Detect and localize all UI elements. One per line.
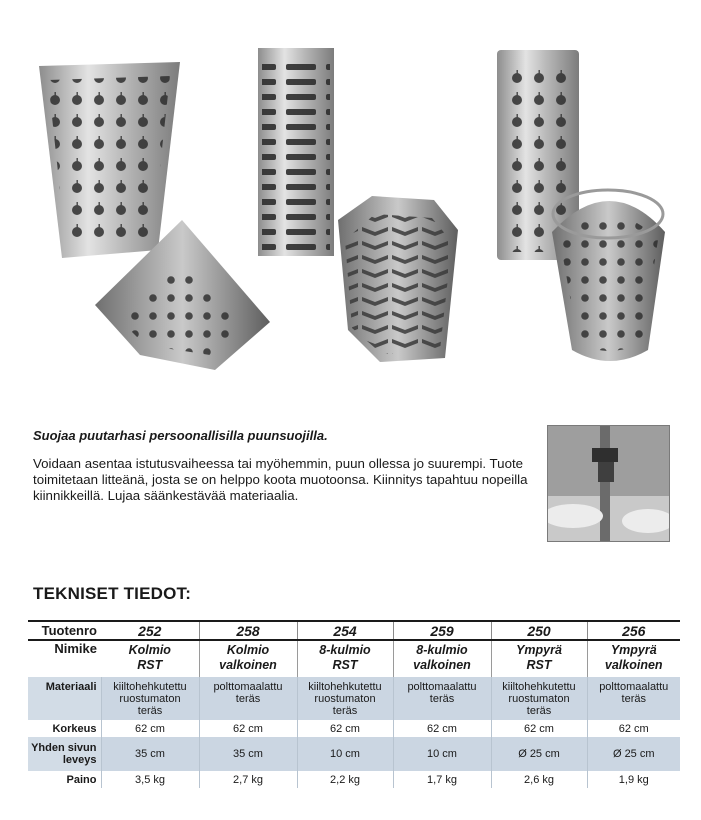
label-leveys: Yhden sivun leveys [28,737,101,771]
row-korkeus [28,720,680,737]
cell-nro: 252 [101,621,199,640]
octagon-guard-tall-pattern [262,60,330,250]
cell-korkeus: 62 cm [587,720,680,737]
triangle-guard-tall-pattern [48,76,170,246]
cell-nimike: 8-kulmio RST [297,640,393,677]
cell-nimike: Kolmio valkoinen [199,640,297,677]
intro-lead: Suojaa puutarhasi persoonallisilla puunsuojilla. [33,428,328,443]
cell-nro: 259 [393,621,491,640]
cell-paino: 2,2 kg [297,771,393,788]
cell-korkeus: 62 cm [199,720,297,737]
cell-leveys: 35 cm [101,737,199,771]
cell-materiaali: polttomaalattu teräs [587,677,680,720]
product-photo [0,0,701,400]
cell-leveys: 10 cm [297,737,393,771]
cell-materiaali: polttomaalattu teräs [199,677,297,720]
intro-body: Voidaan asentaa istutusvaiheessa tai myöhemmin, puun ollessa jo suurempi. Tuote toimitetaan litteänä, josta se on helppo koota muotoonsa. Kiinnitys tapahtuu nopeilla kiinnikkeillä. Lujaa säänkestävää materiaalia. [33,456,528,503]
cell-paino: 1,9 kg [587,771,680,788]
clip-detail-photo [547,425,670,542]
cell-paino: 3,5 kg [101,771,199,788]
cell-nro: 254 [297,621,393,640]
cell-leveys: Ø 25 cm [587,737,680,771]
label-tuotenro: Tuotenro [28,621,101,640]
intro-text [33,428,528,504]
label-paino: Paino [66,773,97,786]
cell-leveys: 10 cm [393,737,491,771]
row-nimike [28,640,680,677]
tech-title: TEKNISET TIEDOT: [33,584,192,603]
row-materiaali [28,677,680,720]
cell-leveys: 35 cm [199,737,297,771]
cell-nro: 250 [491,621,587,640]
label-materiaali: Materiaali [28,677,101,720]
row-paino [28,771,680,788]
cell-paino: 2,7 kg [199,771,297,788]
cell-paino: 1,7 kg [393,771,491,788]
cell-nimike: Kolmio RST [101,640,199,677]
label-nimike: Nimike [28,640,101,677]
cell-nimike: Ympyrä RST [491,640,587,677]
cell-nimike: 8-kulmio valkoinen [393,640,491,677]
cell-korkeus: 62 cm [101,720,199,737]
spec-table [28,620,680,788]
cell-nro: 256 [587,621,680,640]
row-leveys [28,737,680,771]
cell-korkeus: 62 cm [491,720,587,737]
cell-leveys: Ø 25 cm [491,737,587,771]
cell-korkeus: 62 cm [393,720,491,737]
cell-materiaali: kiiltohehkutettu ruostumaton teräs [101,677,199,720]
cell-materiaali: kiiltohehkutettu ruostumaton teräs [491,677,587,720]
cell-korkeus: 62 cm [297,720,393,737]
cell-nimike: Ympyrä valkoinen [587,640,680,677]
row-tuotenro [28,621,680,640]
octagon-guard-short-pattern [345,214,452,354]
cell-materiaali: polttomaalattu teräs [393,677,491,720]
cell-paino: 2,6 kg [491,771,587,788]
cell-nro: 258 [199,621,297,640]
cell-materiaali: kiiltohehkutettu ruostumaton teräs [297,677,393,720]
label-korkeus: Korkeus [52,722,97,735]
